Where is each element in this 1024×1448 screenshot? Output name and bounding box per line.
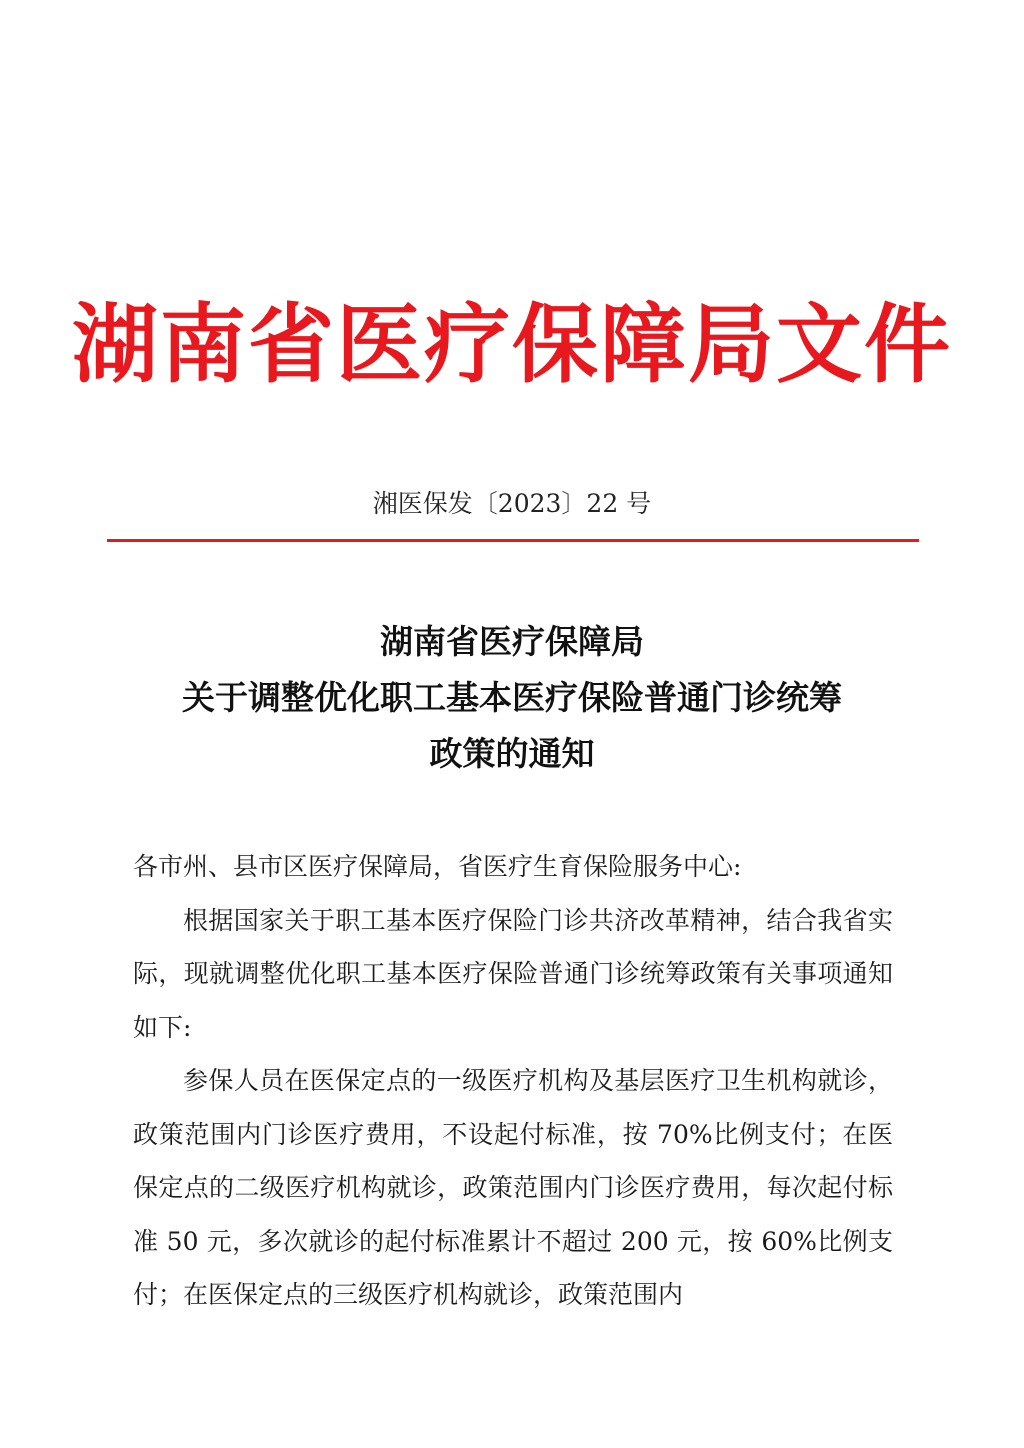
document-title <box>0 614 1024 782</box>
title-line: 政策的通知 <box>429 734 595 773</box>
document-number: 湘医保发〔2023〕22 号 <box>372 489 652 518</box>
salutation: 各市州、县市区医疗保障局，省医疗生育保险服务中心: <box>133 852 742 881</box>
title-line: 湖南省医疗保障局 <box>380 622 644 661</box>
document-masthead: 湖南省医疗保障局文件 <box>72 294 952 395</box>
red-divider-line <box>107 539 919 542</box>
title-line: 关于调整优化职工基本医疗保险普通门诊统筹 <box>182 678 842 717</box>
body-paragraph: 参保人员在医保定点的一级医疗机构及基层医疗卫生机构就诊，政策范围内门诊医疗费用，不设起付标准，按 70%比例支付；在医保定点的二级医疗机构就诊，政策范围内门诊医疗费用，每次起付标准 50 元，多次就诊的起付标准累计不超过 200 元，按 60%比例支付；在医保定点的三级医疗机构就诊，政策范围内 <box>133 1066 893 1309</box>
document-body <box>133 840 893 1322</box>
body-paragraph: 根据国家关于职工基本医疗保险门诊共济改革精神，结合我省实际，现就调整优化职工基本医疗保险普通门诊统筹政策有关事项通知如下: <box>133 905 893 1042</box>
